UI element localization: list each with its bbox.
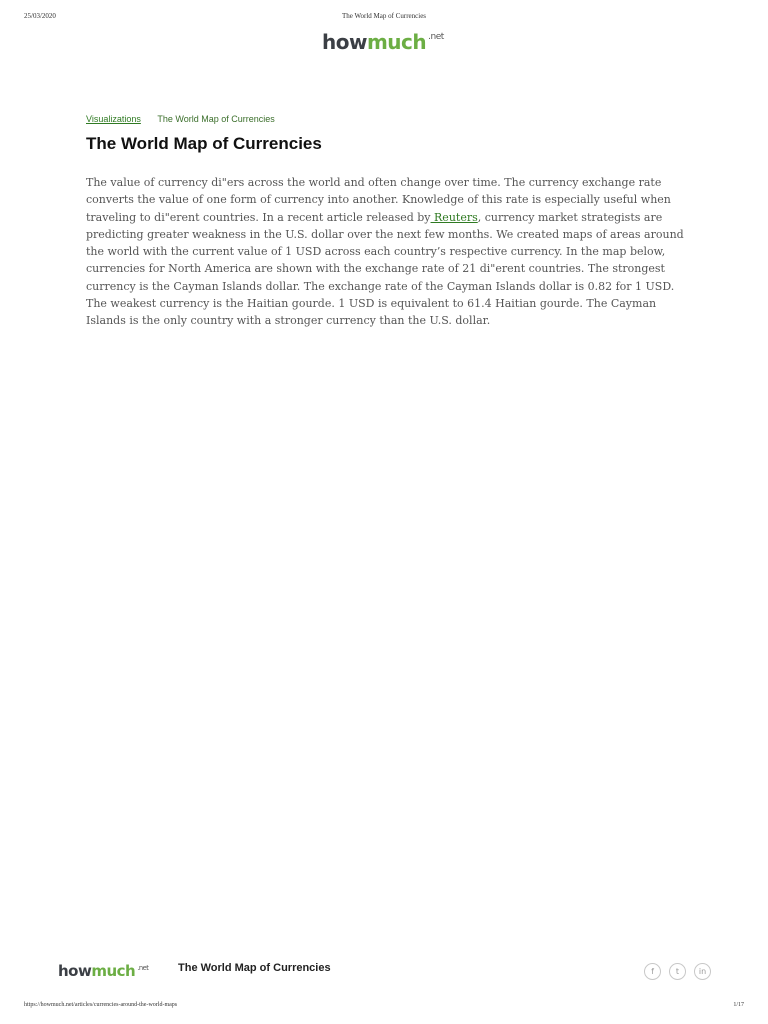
page-title: The World Map of Currencies: [86, 134, 322, 153]
breadcrumb: [86, 114, 275, 124]
footer-article-title: The World Map of Currencies: [178, 962, 331, 974]
footer-howmuch-logo[interactable]: [58, 962, 148, 980]
howmuch-logo[interactable]: [322, 30, 444, 54]
footer-logo-net: .net: [137, 964, 149, 972]
article-text-part-2: , currency market strategists are predicting greater weakness in the U.S. dollar over the next few months. We created maps of areas around the world with the current value of 1 USD across each country’s respective currency. In the map below, currencies for North America are shown with the exchange rate of 21 di"erent countries. The strongest currency is the Cayman Islands dollar. The exchange rate of the Cayman Islands dollar is 0.82 for 1 USD. The weakest currency is the Haitian gourde. 1 USD is equivalent to 61.4 Haitian gourde. The Cayman Islands is the only country with a stronger currency than the U.S. dollar.: [86, 210, 684, 328]
logo-much: much: [366, 30, 427, 54]
breadcrumb-visualizations-link[interactable]: Visualizations: [86, 114, 141, 124]
facebook-icon[interactable]: f: [644, 963, 661, 980]
print-page-number: 1/17: [733, 1002, 744, 1008]
article-text-part-1: The value of currency di"ers across the world and often change over time. The currency exchange rate converts the value of one form of currency into another. Knowledge of this rate is especially useful when traveling to di"erent countries. In a recent article released by: [86, 176, 671, 224]
linkedin-icon[interactable]: in: [694, 963, 711, 980]
print-url: https://howmuch.net/articles/currencies-around-the-world-maps: [24, 1002, 178, 1008]
sticky-footer-bar: [0, 958, 768, 988]
logo-net: .net: [428, 32, 444, 42]
print-document-title: The World Map of Currencies: [341, 12, 427, 20]
footer-logo-much: much: [91, 962, 136, 980]
twitter-icon[interactable]: t: [669, 963, 686, 980]
logo-how: how: [322, 30, 367, 54]
print-date: 25/03/2020: [24, 12, 56, 20]
footer-logo-how: how: [58, 962, 92, 980]
reuters-link[interactable]: Reuters: [430, 210, 478, 224]
print-footer: [0, 1002, 768, 1014]
print-header: [0, 12, 768, 24]
article-body: [86, 174, 684, 330]
breadcrumb-current: The World Map of Currencies: [157, 114, 275, 124]
